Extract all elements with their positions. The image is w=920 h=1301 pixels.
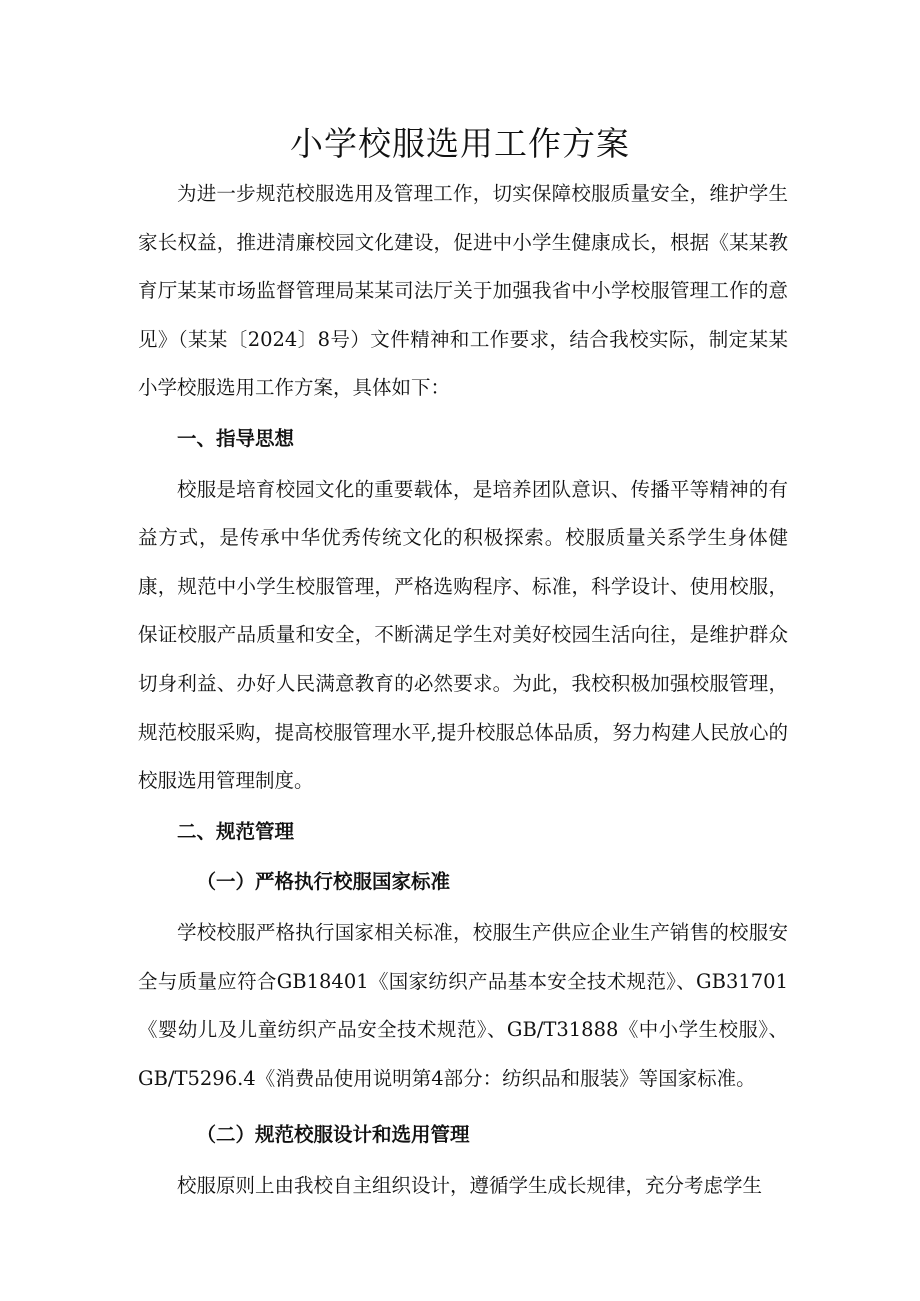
section-heading-standard-management: 二、规范管理 (177, 819, 295, 843)
design-selection-paragraph: 校服原则上由我校自主组织设计，遵循学生成长规律，充分考虑学生 (177, 1173, 763, 1197)
section-heading-guiding-ideology: 一、指导思想 (177, 426, 295, 450)
document-title: 小学校服选用工作方案 (290, 124, 630, 163)
document-body (138, 170, 788, 1210)
subsection-heading-design-selection: （二）规范校服设计和选用管理 (196, 1123, 470, 1147)
national-standards-paragraph: 学校校服严格执行国家相关标准，校服生产供应企业生产销售的校服安全与质量应符合GB18401《国家纺织产品基本安全技术规范》、GB31701《婴幼儿及儿童纺织产品安全技术规范》、GB/T31888《中小学生校服》、GB/T5296.4《消费品使用说明第4部分：纺织品和服装》等国家标准。 (138, 920, 788, 1090)
guiding-ideology-paragraph: 校服是培育校园文化的重要载体，是培养团队意识、传播平等精神的有益方式，是传承中华优秀传统文化的积极探索。校服质量关系学生身体健康，规范中小学生校服管理，严格选购程序、标准，科学设计、使用校服，保证校服产品质量和安全，不断满足学生对美好校园生活向往，是维护群众切身利益、办好人民满意教育的必然要求。为此，我校积极加强校服管理，规范校服采购，提高校服管理水平,提升校服总体品质，努力构建人民放心的校服选用管理制度。 (138, 477, 788, 793)
subsection-heading-national-standards: （一）严格执行校服国家标准 (196, 870, 451, 894)
intro-paragraph: 为进一步规范校服选用及管理工作，切实保障校服质量安全，维护学生家长权益，推进清廉校园文化建设，促进中小学生健康成长，根据《某某教育厅某某市场监督管理局某某司法厅关于加强我省中小学校服管理工作的意见》（某某〔2024〕8号）文件精神和工作要求，结合我校实际，制定某某小学校服选用工作方案，具体如下： (138, 182, 788, 400)
